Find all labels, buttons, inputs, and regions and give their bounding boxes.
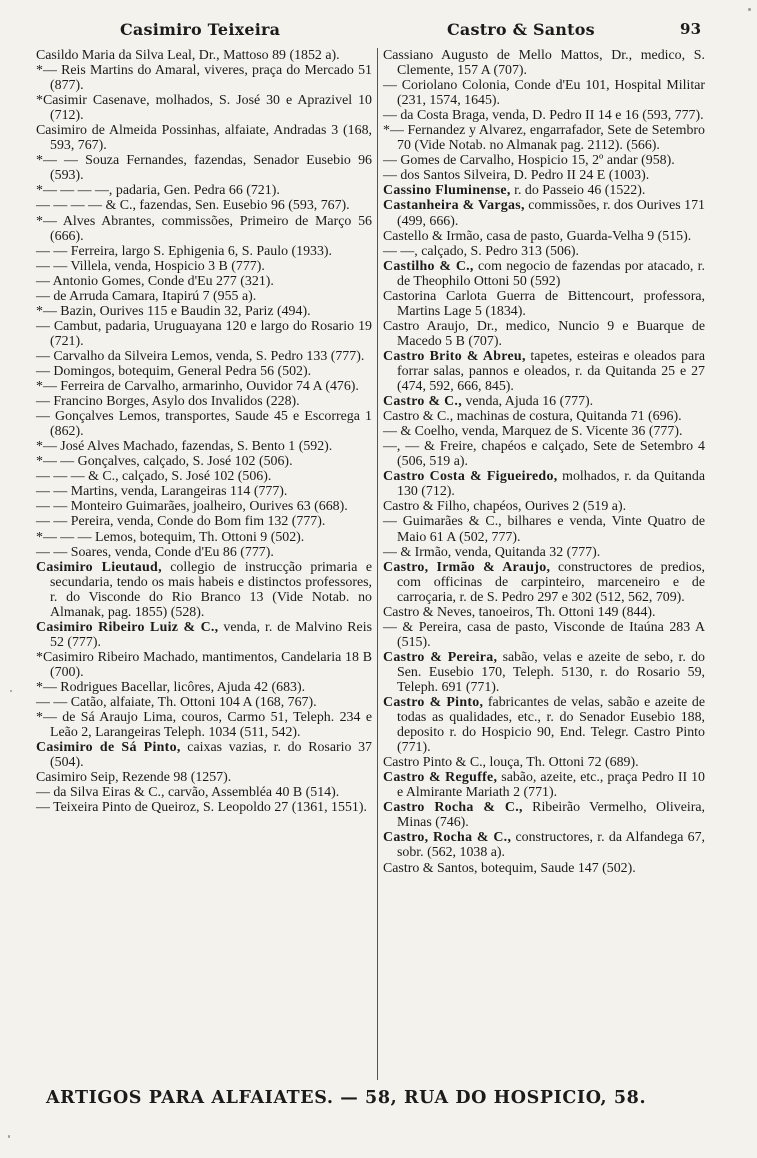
directory-entry (383, 439, 705, 469)
directory-entry (36, 364, 372, 379)
directory-entry (383, 48, 705, 78)
entry-text: Castro Pinto & C., louça, Th. Ottoni 72 (689). (383, 755, 639, 771)
entry-text: constructores de predios, com officinas de carpinteiro, marceneiro e de carroçaria, r. de S. Pedro 297 e 302 (512, 562, 709). (397, 559, 706, 605)
directory-entry (36, 304, 372, 319)
directory-entry (383, 755, 705, 770)
directory-entry (36, 560, 372, 620)
running-header-left: Casimiro Teixeira (120, 20, 281, 39)
directory-entry (36, 379, 372, 394)
directory-entry (36, 93, 372, 123)
entry-text: — & Irmão, venda, Quitanda 32 (777). (383, 544, 601, 560)
entry-text: — Carvalho da Silveira Lemos, venda, S. Pedro 133 (777). (36, 348, 365, 364)
entry-text: Casildo Maria da Silva Leal, Dr., Mattoso 89 (1852 a). (36, 48, 340, 63)
entry-text: Castro & C., machinas de costura, Quitanda 71 (696). (383, 409, 682, 425)
directory-entry (383, 620, 705, 650)
directory-entry (383, 78, 705, 108)
directory-entry (36, 198, 372, 213)
directory-entry (383, 514, 705, 544)
directory-entry (36, 620, 372, 650)
entry-text: constructores, r. da Alfandega 67, sobr. (562, 1038 a). (397, 830, 705, 861)
entry-text: Casimiro de Almeida Possinhas, alfaiate, Andradas 3 (168, 593, 767). (36, 123, 372, 154)
directory-entry (383, 244, 705, 259)
entry-text: *— Bazin, Ourives 115 e Baudin 32, Pariz (494). (36, 303, 311, 319)
entry-text: — dos Santos Silveira, D. Pedro II 24 E (1003). (383, 168, 650, 184)
directory-entry (383, 319, 705, 349)
running-header-right: Castro & Santos (447, 20, 595, 39)
entry-text: — — Pereira, venda, Conde do Bom fim 132 (777). (36, 514, 326, 530)
entry-text: — Gonçalves Lemos, transportes, Saude 45 e Escorrega 1 (862). (36, 409, 372, 440)
directory-entry (36, 153, 372, 183)
entry-text: — — — — & C., fazendas, Sen. Eusebio 96 (593, 767). (36, 198, 350, 214)
directory-entry (36, 244, 372, 259)
entry-text: — Francino Borges, Asylo dos Invalidos (228). (36, 394, 300, 410)
directory-entry (383, 605, 705, 620)
entry-name: Castro & Reguffe, (383, 770, 498, 786)
directory-entry (36, 439, 372, 454)
directory-entry (36, 770, 372, 785)
directory-entry (36, 499, 372, 514)
paper-speck (10, 690, 12, 692)
directory-entry (36, 484, 372, 499)
entry-name: Castro & Pereira, (383, 649, 498, 665)
directory-entry (383, 198, 705, 228)
entry-text: — Teixeira Pinto de Queiroz, S. Leopoldo 27 (1361, 1551). (36, 800, 367, 816)
entry-text: — — Monteiro Guimarães, joalheiro, Ourives 63 (668). (36, 499, 348, 515)
directory-entry (36, 63, 372, 93)
directory-entry (383, 560, 705, 605)
entry-text: — Guimarães & C., bilhares e venda, Vinte Quatro de Maio 61 A (502, 777). (383, 514, 705, 545)
entry-text: *— Alves Abrantes, commissões, Primeiro de Março 56 (666). (36, 213, 372, 244)
entry-text: Castro & Filho, chapéos, Ourives 2 (519 a). (383, 499, 627, 515)
entry-name: Castro & C., (383, 394, 462, 410)
entry-text: — — Martins, venda, Larangeiras 114 (777). (36, 484, 288, 500)
entry-text: collegio de instrucção primaria e secundaria, tendo os mais habeis e distinctos professores, r. do Visconde do Rio Branco 13 (Vide Notab. no Almanak, pag. 1855) (528). (50, 559, 372, 620)
left-column (36, 48, 372, 815)
entry-text: Castro Araujo, Dr., medico, Nuncio 9 e Buarque de Macedo 5 B (707). (383, 318, 705, 349)
directory-entry (36, 259, 372, 274)
directory-entry (36, 680, 372, 695)
entry-text: Castorina Carlota Guerra de Bittencourt, professora, Martins Lage 5 (1834). (383, 288, 705, 319)
directory-entry (383, 545, 705, 560)
directory-entry (36, 530, 372, 545)
entry-text: — — Soares, venda, Conde d'Eu 86 (777). (36, 544, 274, 560)
entry-text: — Gomes de Carvalho, Hospicio 15, 2º andar (958). (383, 153, 675, 169)
entry-name: Castro & Pinto, (383, 695, 484, 711)
entry-text: *— — — Lemos, botequim, Th. Ottoni 9 (502). (36, 529, 305, 545)
entry-text: — de Arruda Camara, Itapirú 7 (955 a). (36, 288, 257, 304)
directory-entry (36, 409, 372, 439)
footer-advertisement: ARTIGOS PARA ALFAIATES. — 58, RUA DO HOSPICIO, 58. (46, 1088, 647, 1108)
entry-text: —, — & Freire, chapéos e calçado, Sete de Setembro 4 (506, 519 a). (383, 439, 705, 470)
entry-text: sabão, azeite, etc., praça Pedro II 10 e Almirante Mariath 2 (771). (397, 770, 705, 801)
directory-entry (383, 800, 705, 830)
entry-text: Castro & Santos, botequim, Saude 147 (502). (383, 860, 636, 876)
directory-entry (36, 800, 372, 815)
directory-entry (383, 650, 705, 695)
directory-entry (383, 153, 705, 168)
entry-text: — da Silva Eiras & C., carvão, Assembléa 40 B (514). (36, 785, 340, 801)
directory-entry (36, 274, 372, 289)
directory-entry (36, 710, 372, 740)
directory-entry (383, 259, 705, 289)
entry-text: — Antonio Gomes, Conde d'Eu 277 (321). (36, 273, 274, 289)
directory-entry (36, 514, 372, 529)
directory-entry (36, 319, 372, 349)
entry-text: fabricantes de velas, sabão e azeite de todas as qualidades, etc., r. do Senador Eusebio 188, deposito r. do Hospicio 90, End. Telegr. Castro Pinto (771). (397, 695, 705, 756)
entry-text: venda, r. de Malvino Reis 52 (777). (50, 619, 372, 650)
entry-text: — — Ferreira, largo S. Ephigenia 6, S. Paulo (1933). (36, 243, 333, 259)
directory-entry (36, 454, 372, 469)
paper-speck (8, 1135, 10, 1138)
entry-text: *— Rodrigues Bacellar, licôres, Ajuda 42 (683). (36, 679, 306, 695)
directory-entry (36, 650, 372, 680)
entry-text: Castro & Neves, tanoeiros, Th. Ottoni 149 (844). (383, 604, 656, 620)
directory-entry (383, 108, 705, 123)
directory-entry (36, 785, 372, 800)
entry-name: Casimiro Ribeiro Luiz & C., (36, 619, 219, 635)
entry-text: — Cambut, padaria, Uruguayana 120 e largo do Rosario 19 (721). (36, 318, 372, 349)
directory-entry (383, 830, 705, 860)
directory-entry (383, 424, 705, 439)
directory-entry (36, 289, 372, 304)
entry-text: Cassiano Augusto de Mello Mattos, Dr., medico, S. Clemente, 157 A (707). (383, 48, 705, 79)
entry-text: *— Ferreira de Carvalho, armarinho, Ouvidor 74 A (476). (36, 379, 359, 395)
entry-text: venda, Ajuda 16 (777). (461, 394, 594, 410)
entry-name: Castro Costa & Figueiredo, (383, 469, 558, 485)
entry-text: com negocio de fazendas por atacado, r. de Theophilo Ottoni 50 (592) (397, 258, 706, 289)
entry-name: Castro Rocha & C., (383, 800, 523, 816)
entry-text: *— de Sá Araujo Lima, couros, Carmo 51, Teleph. 234 e Leão 2, Larangeiras Teleph. 1034 (511, 542). (36, 710, 372, 741)
directory-entry (36, 349, 372, 364)
entry-text: Castello & Irmão, casa de pasto, Guarda-Velha 9 (515). (383, 228, 692, 244)
directory-entry (36, 123, 372, 153)
entry-text: r. do Passeio 46 (1522). (510, 183, 646, 199)
entry-name: Castro, Irmão & Araujo, (383, 559, 551, 575)
directory-entry (383, 289, 705, 319)
entry-text: — —, calçado, S. Pedro 313 (506). (383, 243, 579, 259)
entry-name: Castro Brito & Abreu, (383, 348, 526, 364)
entry-name: Castro, Rocha & C., (383, 830, 512, 846)
entry-text: Casimiro Seip, Rezende 98 (1257). (36, 770, 232, 786)
directory-entry (383, 770, 705, 800)
column-divider (377, 48, 378, 1080)
entry-text: *— — Souza Fernandes, fazendas, Senador Eusebio 96 (593). (36, 153, 372, 184)
directory-entry (383, 499, 705, 514)
entry-name: Casimiro de Sá Pinto, (36, 740, 181, 756)
directory-entry (383, 695, 705, 755)
entry-text: Ribeirão Vermelho, Oliveira, Minas (746). (397, 800, 705, 831)
entry-text: *— — — —, padaria, Gen. Pedra 66 (721). (36, 183, 280, 199)
entry-name: Castanheira & Vargas, (383, 198, 525, 214)
entry-text: commissões, r. dos Ourives 171 (499, 666). (397, 198, 705, 229)
directory-entry (36, 183, 372, 198)
paper-speck (748, 8, 751, 11)
directory-entry (383, 123, 705, 153)
directory-entry (383, 409, 705, 424)
entry-text: caixas vazias, r. do Rosario 37 (504). (50, 740, 372, 771)
entry-text: — & Pereira, casa de pasto, Visconde de Itaúna 283 A (515). (383, 619, 705, 650)
entry-name: Casimiro Lieutaud, (36, 559, 162, 575)
entry-text: *Casimir Casenave, molhados, S. José 30 e Aprazivel 10 (712). (36, 93, 372, 124)
entry-text: *— José Alves Machado, fazendas, S. Bento 1 (592). (36, 439, 333, 455)
directory-entry (36, 545, 372, 560)
entry-name: Castilho & C., (383, 258, 474, 274)
directory-entry (36, 214, 372, 244)
directory-entry (383, 394, 705, 409)
directory-entry (36, 394, 372, 409)
directory-entry (383, 183, 705, 198)
directory-entry (36, 469, 372, 484)
directory-entry (383, 168, 705, 183)
directory-entry (383, 861, 705, 876)
entry-text: tapetes, esteiras e oleados para forrar salas, pannos e oleados, r. da Quitanda 25 e 27 (474, 592, 666, 845). (397, 348, 705, 395)
entry-text: — — Catão, alfaiate, Th. Ottoni 104 A (168, 767). (36, 695, 317, 711)
directory-entry (383, 229, 705, 244)
page-number: 93 (680, 20, 702, 38)
entry-text: *— — Gonçalves, calçado, S. José 102 (506). (36, 454, 293, 470)
directory-entry (383, 349, 705, 394)
directory-entry (36, 695, 372, 710)
directory-entry (36, 48, 372, 63)
entry-text: — — Villela, venda, Hospicio 3 B (777). (36, 258, 265, 274)
entry-text: *— Reis Martins do Amaral, viveres, praça do Mercado 51 (877). (36, 63, 372, 94)
entry-text: — Domingos, botequim, General Pedra 56 (502). (36, 363, 312, 379)
entry-text: — & Coelho, venda, Marquez de S. Vicente 36 (777). (383, 424, 683, 440)
entry-text: — Coriolano Colonia, Conde d'Eu 101, Hospital Militar (231, 1574, 1645). (383, 78, 705, 109)
entry-text: molhados, r. da Quitanda 130 (712). (397, 469, 705, 500)
entry-text: — — — & C., calçado, S. José 102 (506). (36, 469, 272, 485)
entry-text: — da Costa Braga, venda, D. Pedro II 14 e 16 (593, 777). (383, 108, 704, 124)
entry-text: sabão, velas e azeite de sebo, r. do Sen. Eusebio 170, Teleph. 5130, r. do Rosario 59, Teleph. 691 (771). (397, 649, 706, 695)
directory-entry (383, 469, 705, 499)
entry-text: *— Fernandez y Alvarez, engarrafador, Sete de Setembro 70 (Vide Notab. no Almanak pag. 2112). (566). (383, 123, 705, 154)
right-column (383, 48, 705, 876)
entry-text: *Casimiro Ribeiro Machado, mantimentos, Candelaria 18 B (700). (36, 649, 372, 680)
directory-entry (36, 740, 372, 770)
entry-name: Cassino Fluminense, (383, 183, 511, 199)
